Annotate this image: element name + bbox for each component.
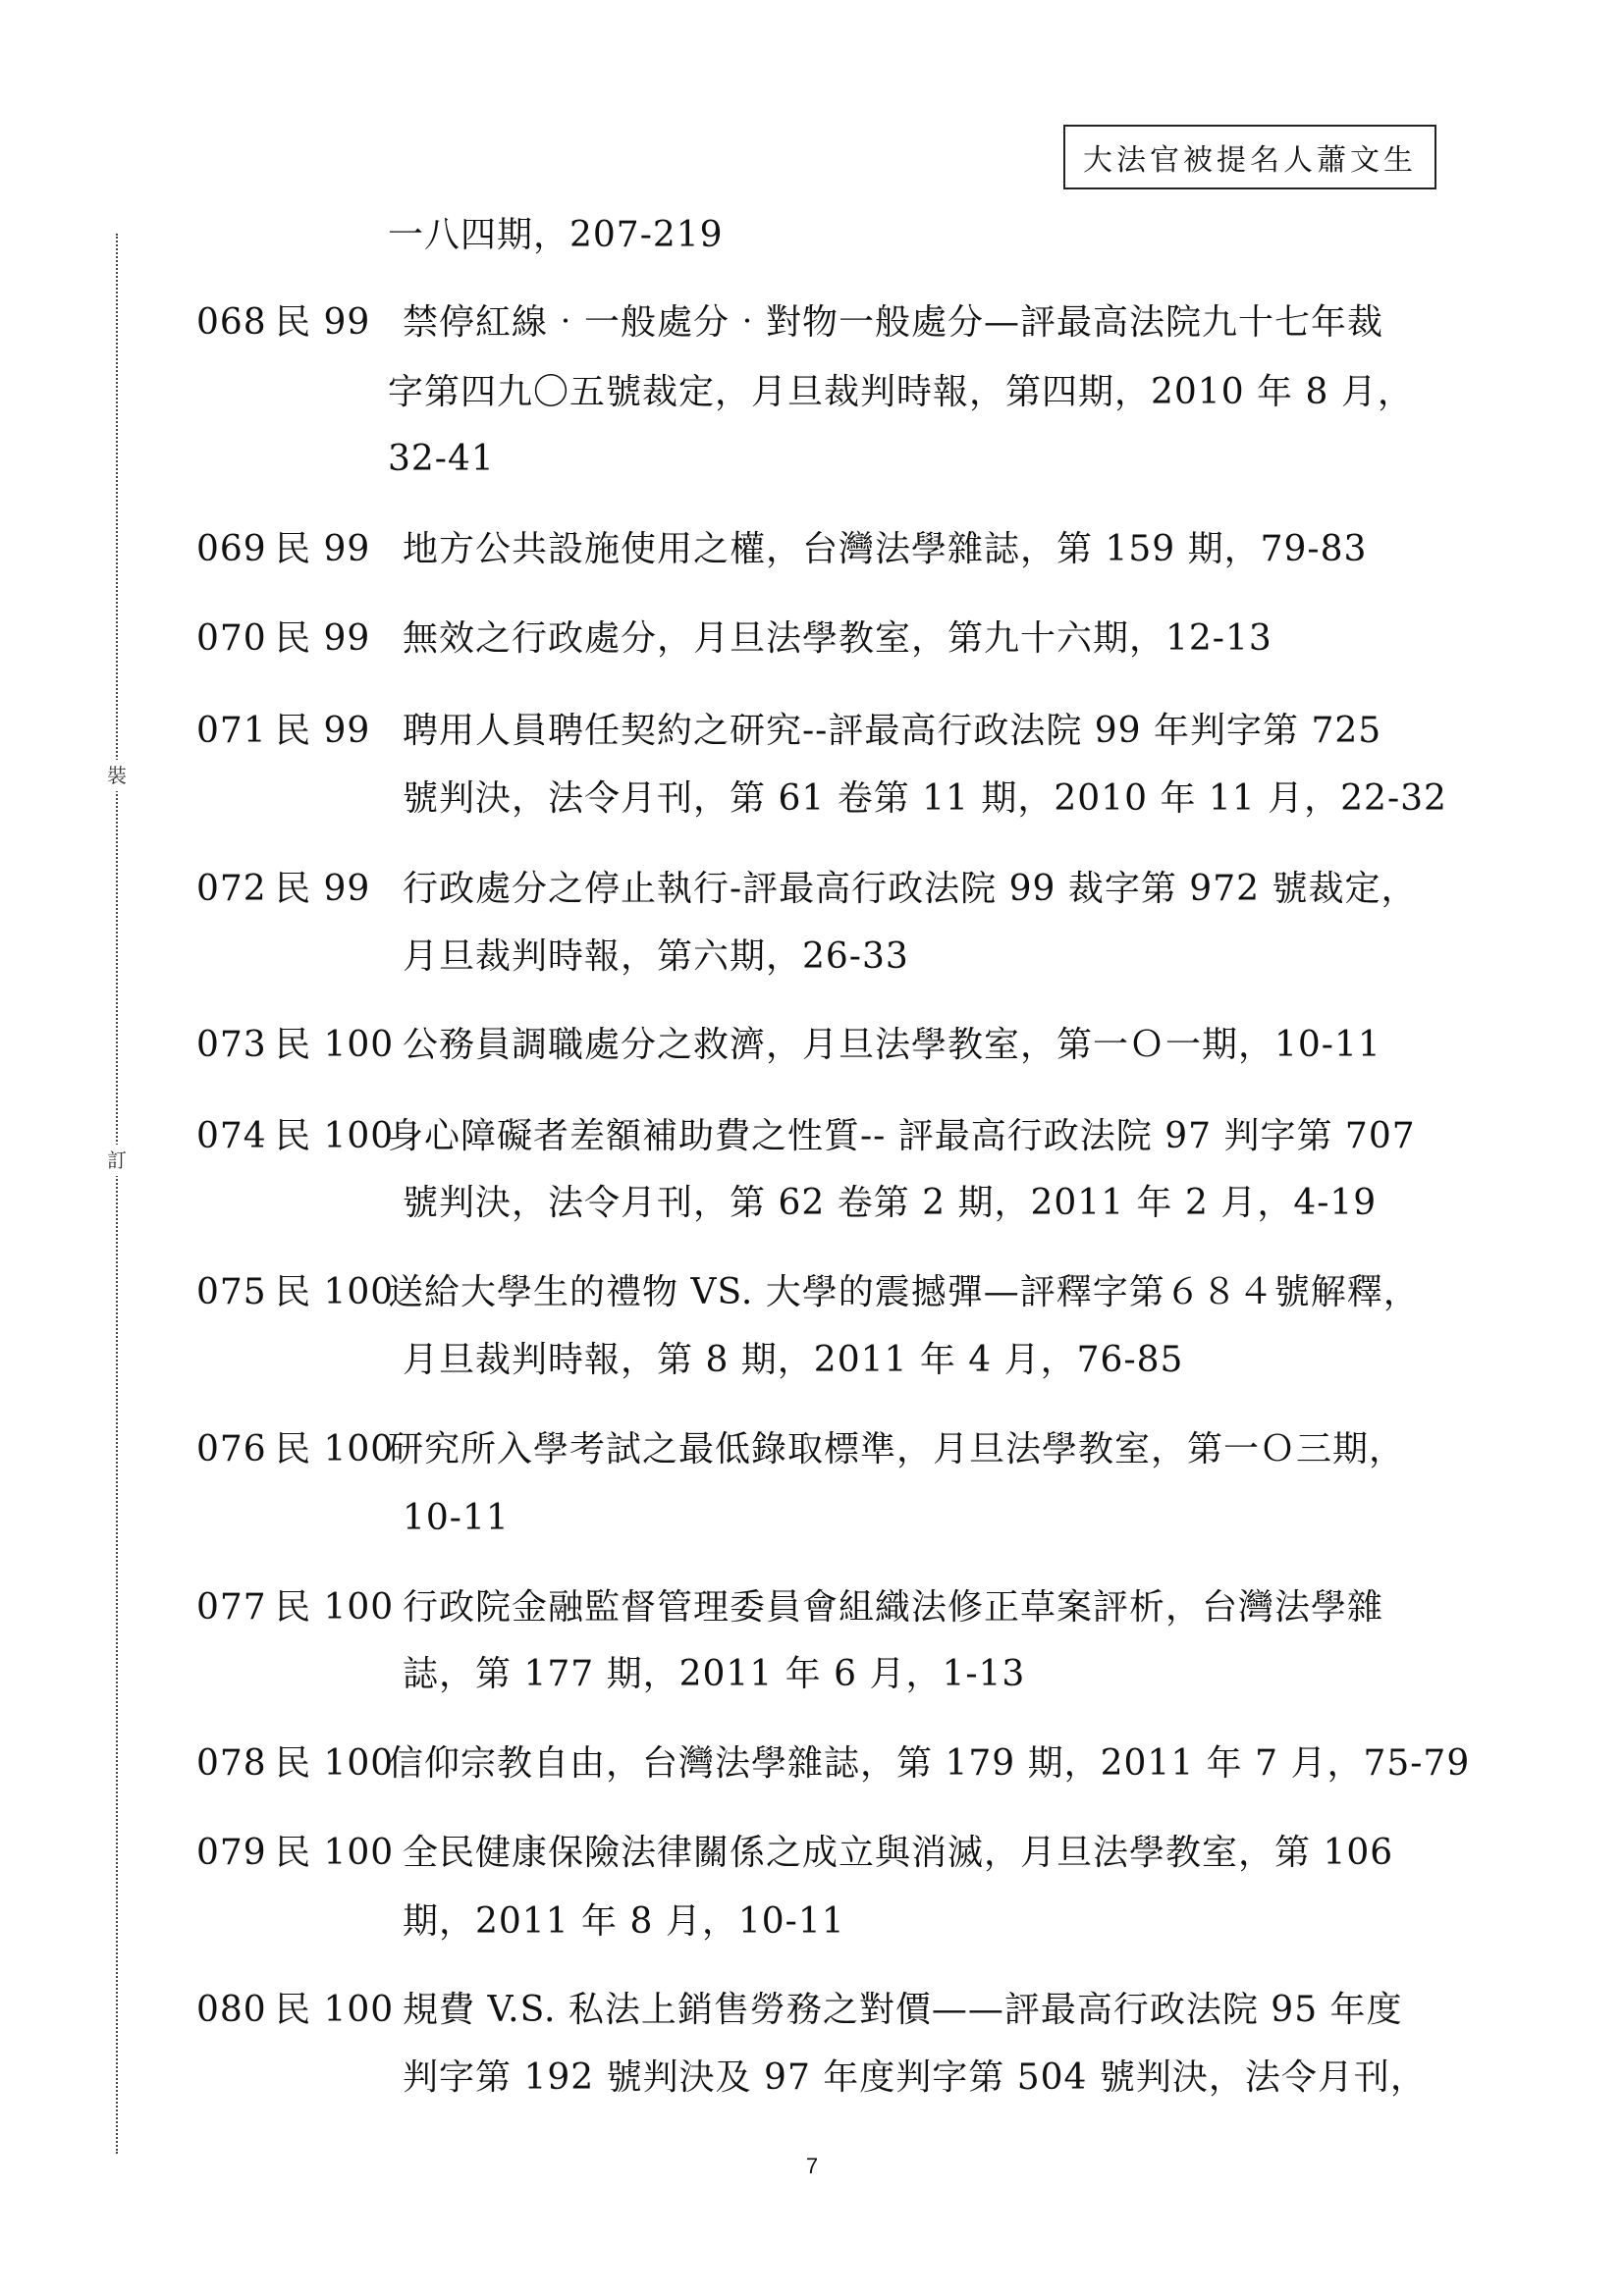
entry-text-line: 號判決，法令月刊，第 62 卷第 2 期，2011 年 2 月，4-19 [403, 1183, 1378, 1223]
entry-number: 069 [196, 529, 267, 569]
entry-text-line: 月旦裁判時報，第 8 期，2011 年 4 月，76-85 [403, 1340, 1184, 1380]
entry-year: 民 100 [275, 1116, 395, 1156]
entry-text-line: 期，2011 年 8 月，10-11 [403, 1901, 845, 1942]
entry-text-line: 月旦裁判時報，第六期，26-33 [403, 936, 909, 977]
entry-year: 民 99 [275, 711, 371, 751]
entry-year: 民 100 [275, 1025, 395, 1065]
entry-year: 民 100 [275, 1429, 395, 1469]
entry-text-line: 字第四九〇五號裁定，月旦裁判時報，第四期，2010 年 8 月， [388, 372, 1414, 412]
entry-number: 070 [196, 618, 267, 659]
binding-mark-zhuang: 裝 [102, 760, 132, 791]
entry-year: 民 99 [275, 302, 371, 343]
entry-year: 民 100 [275, 1990, 395, 2030]
entry-text-line: 公務員調職處分之救濟，月旦法學教室，第一Ｏ一期，10-11 [403, 1025, 1381, 1065]
entry-text-line: 研究所入學考試之最低錄取標準，月旦法學教室，第一Ｏ三期， [388, 1429, 1406, 1469]
entry-year: 民 100 [275, 1272, 395, 1312]
nominee-header-box: 大法官被提名人蕭文生 [1063, 125, 1436, 189]
entry-number: 078 [196, 1743, 267, 1784]
entry-text-line: 誌，第 177 期，2011 年 6 月，1-13 [403, 1654, 1026, 1694]
continuation-line: 一八四期，207-219 [388, 215, 724, 255]
entry-text-line: 信仰宗教自由，台灣法學雜誌，第 179 期，2011 年 7 月，75-79 [388, 1743, 1471, 1784]
entry-text-line: 地方公共設施使用之權，台灣法學雜誌，第 159 期，79-83 [403, 529, 1368, 569]
entry-number: 073 [196, 1025, 267, 1065]
entry-number: 079 [196, 1833, 267, 1873]
entry-number: 072 [196, 869, 267, 909]
entry-text-line: 判字第 192 號判決及 97 年度判字第 504 號判決，法令月刊， [403, 2057, 1427, 2098]
entry-text-line: 禁停紅線‧一般處分‧對物一般處分—評最高法院九十七年裁 [403, 302, 1384, 343]
entry-text-line: 32-41 [388, 439, 495, 479]
entry-text-line: 送給大學生的禮物 VS. 大學的震撼彈—評釋字第６８４號解釋， [388, 1272, 1420, 1312]
entry-year: 民 100 [275, 1833, 395, 1873]
entry-text-line: 10-11 [403, 1498, 510, 1538]
page-number: 7 [805, 2154, 819, 2178]
entry-year: 民 99 [275, 869, 371, 909]
entry-text-line: 身心障礙者差額補助費之性質-- 評最高行政法院 97 判字第 707 [388, 1116, 1416, 1156]
entry-text-line: 規費 V.S. 私法上銷售勞務之對價——評最高行政法院 95 年度 [403, 1990, 1403, 2030]
entry-text-line: 全民健康保險法律關係之成立與消滅，月旦法學教室，第 106 [403, 1833, 1394, 1873]
entry-text-line: 號判決，法令月刊，第 61 卷第 11 期，2010 年 11 月，22-32 [403, 778, 1447, 819]
entry-year: 民 100 [275, 1587, 395, 1628]
entry-year: 民 100 [275, 1743, 395, 1784]
entry-number: 074 [196, 1116, 267, 1156]
entry-number: 080 [196, 1990, 267, 2030]
entry-year: 民 99 [275, 529, 371, 569]
entry-number: 068 [196, 302, 267, 343]
entry-text-line: 聘用人員聘任契約之研究--評最高行政法院 99 年判字第 725 [403, 711, 1382, 751]
entry-year: 民 99 [275, 618, 371, 659]
entry-text-line: 行政院金融監督管理委員會組織法修正草案評析，台灣法學雜 [403, 1587, 1384, 1628]
entry-number: 075 [196, 1272, 267, 1312]
entry-text-line: 無效之行政處分，月旦法學教室，第九十六期，12-13 [403, 618, 1272, 659]
entry-text-line: 行政處分之停止執行-評最高行政法院 99 裁字第 972 號裁定， [403, 869, 1418, 909]
entry-number: 077 [196, 1587, 267, 1628]
entry-number: 071 [196, 711, 267, 751]
entry-number: 076 [196, 1429, 267, 1469]
binding-mark-ding: 訂 [102, 1145, 132, 1176]
binding-dotted-line [116, 234, 118, 2154]
